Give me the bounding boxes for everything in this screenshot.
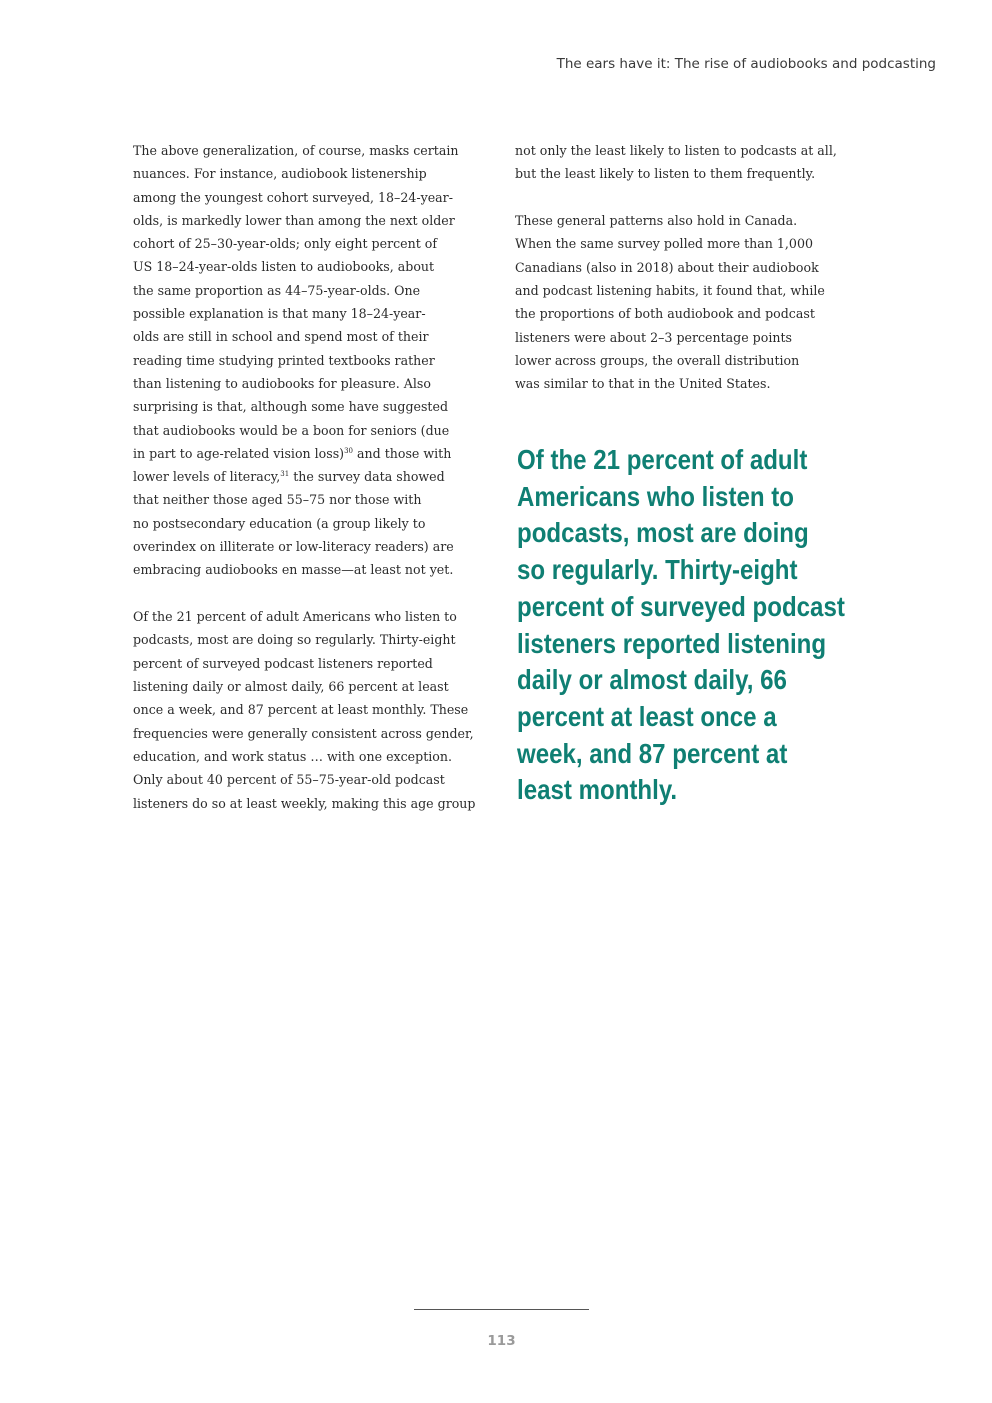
text-line: Canadians (also in 2018) about their audiobook [515, 259, 819, 275]
text-line: listeners do so at least weekly, making this age group [133, 795, 476, 811]
text-line: listening daily or almost daily, 66 percent at least [133, 679, 449, 695]
pull-quote-line: daily or almost daily, 66 [517, 664, 787, 696]
text-line: no postsecondary education (a group likely to [133, 515, 426, 531]
paragraph-spacer [133, 582, 485, 606]
footnote-reference-30[interactable]: 30 [344, 446, 354, 455]
text-line [133, 465, 485, 488]
text-line: that audiobooks would be a boon for seniors (due [133, 422, 450, 438]
body-paragraph-podcast-frequency [133, 605, 485, 815]
text-line: US 18–24-year-olds listen to audiobooks, about [133, 259, 435, 275]
text-line: listeners were about 2–3 percentage points [515, 329, 792, 345]
text-line: overindex on illiterate or low-literacy readers) are [133, 539, 454, 555]
body-paragraph-continuation [515, 139, 855, 186]
text-fragment: lower levels of literacy, [133, 469, 281, 485]
text-line: olds are still in school and spend most of their [133, 329, 429, 345]
text-line: cohort of 25–30-year-olds; only eight percent of [133, 236, 438, 252]
text-line: olds, is markedly lower than among the next older [133, 212, 455, 228]
pull-quote-line: listeners reported listening [517, 627, 827, 659]
text-fragment: in part to age-related vision loss) [133, 445, 345, 461]
text-line: Only about 40 percent of 55–75-year-old podcast [133, 772, 445, 788]
pull-quote-line: least monthly. [517, 774, 678, 806]
pull-quote-line: week, and 87 percent at [517, 737, 788, 769]
text-line: and podcast listening habits, it found that, while [515, 282, 825, 298]
text-line: The above generalization, of course, masks certain [133, 143, 459, 158]
text-line: frequencies were generally consistent across gender, [133, 725, 474, 741]
text-line: reading time studying printed textbooks rather [133, 352, 435, 368]
running-header-title: The ears have it: The rise of audiobooks and podcasting [556, 56, 936, 72]
text-line: embracing audiobooks en masse—at least not yet. [133, 562, 454, 578]
text-line: surprising is that, although some have suggested [133, 399, 449, 415]
body-paragraph-audiobook-generalization [133, 139, 485, 582]
text-line: the same proportion as 44–75-year-olds. One [133, 282, 421, 298]
pull-quote-line: Of the 21 percent of adult [517, 444, 808, 475]
pull-quote-line: percent at least once a [517, 700, 777, 732]
text-line: nuances. For instance, audiobook listenership [133, 166, 427, 182]
text-line: the proportions of both audiobook and podcast [515, 306, 815, 322]
text-line: not only the least likely to listen to podcasts at all, [515, 143, 837, 158]
body-column-right [515, 139, 855, 395]
text-fragment: the survey data showed [289, 469, 445, 485]
paragraph-spacer [515, 186, 855, 210]
text-line: once a week, and 87 percent at least monthly. These [133, 702, 469, 718]
text-line: among the youngest cohort surveyed, 18–24-year- [133, 189, 453, 205]
pull-quote-line: percent of surveyed podcast [517, 590, 845, 622]
text-line: These general patterns also hold in Canada. [515, 213, 798, 229]
footer-divider [414, 1309, 589, 1310]
pull-quote-line: so regularly. Thirty-eight [517, 554, 798, 586]
footnote-reference-31[interactable]: 31 [280, 470, 290, 479]
text-line: lower across groups, the overall distribution [515, 352, 800, 368]
pull-quote-line: Americans who listen to [517, 480, 794, 512]
text-line: possible explanation is that many 18–24-year- [133, 306, 426, 322]
text-line: but the least likely to listen to them frequently. [515, 166, 816, 182]
body-paragraph-canada [515, 209, 855, 395]
pull-quote [517, 442, 845, 809]
text-line: When the same survey polled more than 1,000 [515, 236, 813, 252]
body-column-left [133, 139, 485, 815]
text-line: percent of surveyed podcast listeners reported [133, 655, 433, 671]
text-line: was similar to that in the United States. [515, 376, 771, 392]
text-line [133, 442, 485, 465]
page-number: 113 [487, 1333, 516, 1349]
text-fragment: and those with [353, 445, 452, 461]
text-line: Of the 21 percent of adult Americans who listen to [133, 609, 457, 625]
pull-quote-line: podcasts, most are doing [517, 517, 809, 549]
text-line: education, and work status … with one exception. [133, 748, 452, 764]
text-line: podcasts, most are doing so regularly. Thirty-eight [133, 632, 456, 648]
text-line: that neither those aged 55–75 nor those with [133, 492, 422, 508]
text-line: than listening to audiobooks for pleasure. Also [133, 375, 431, 391]
